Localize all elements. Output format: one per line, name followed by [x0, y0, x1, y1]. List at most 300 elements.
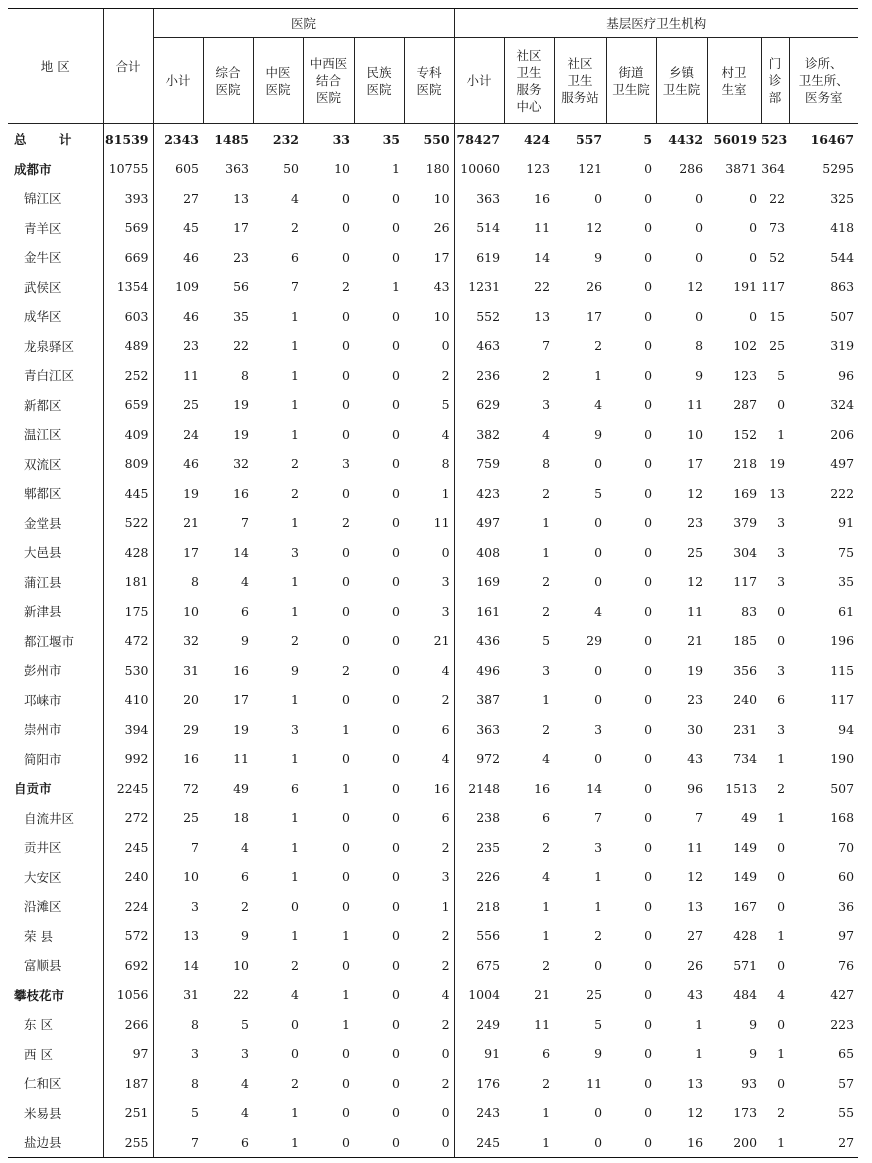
cell-value: 1056: [103, 980, 153, 1010]
cell-value: 0: [644, 780, 653, 796]
cell-value: 5: [241, 1016, 249, 1032]
cell-value: 32: [153, 626, 203, 656]
cell-value: 96: [838, 367, 855, 383]
cell-value: 2: [441, 692, 450, 708]
cell-value: 35: [838, 574, 855, 590]
row-region-name: 金牛区: [24, 250, 62, 266]
row-region-name: 荣 县: [24, 928, 53, 944]
statistics-table-container: [8, 8, 858, 1158]
cell-value: 25: [586, 987, 603, 1003]
cell-value: 4: [241, 1075, 249, 1091]
cell-value: 91: [838, 515, 855, 531]
cell-value: 571: [733, 957, 758, 973]
table-row: [8, 390, 858, 420]
cell-value: 0: [392, 220, 400, 236]
cell-value: 123: [733, 367, 758, 383]
cell-value: 603: [103, 302, 153, 332]
cell-value: 27: [789, 1128, 858, 1158]
header-primary-col-5: 村卫 生室: [707, 38, 761, 124]
cell-value: 379: [733, 515, 758, 531]
cell-value: 149: [733, 869, 758, 885]
cell-value: 22: [534, 279, 551, 295]
cell-value: 0: [392, 780, 400, 796]
row-region-name: 新都区: [24, 397, 62, 413]
cell-value: 363: [225, 161, 249, 177]
cell-value: 394: [103, 715, 153, 745]
cell-value: 287: [733, 397, 758, 413]
cell-value: 472: [103, 626, 153, 656]
cell-value: 9: [695, 367, 704, 383]
cell-value: 4: [441, 662, 450, 678]
cell-value: 2245: [103, 774, 153, 804]
cell-value: 863: [830, 279, 855, 295]
cell-value: 324: [830, 397, 855, 413]
table-row: [8, 715, 858, 745]
cell-value: 8: [153, 1069, 203, 1099]
cell-value: 2: [291, 633, 299, 649]
cell-value: 6: [441, 810, 450, 826]
cell-value: 530: [103, 656, 153, 686]
cell-value: 43: [687, 987, 704, 1003]
cell-value: 11: [433, 515, 450, 531]
cell-value: 16: [656, 1128, 707, 1158]
cell-value: 0: [644, 633, 653, 649]
cell-value: 0: [441, 1105, 450, 1121]
cell-value: 484: [733, 987, 758, 1003]
cell-value: 1: [777, 928, 786, 944]
table-row: [8, 508, 858, 538]
cell-value: 17: [586, 308, 603, 324]
cell-value: 0: [606, 1128, 656, 1158]
table-row: [8, 1128, 858, 1158]
cell-value: 6: [542, 1046, 551, 1062]
cell-value: 0: [342, 338, 350, 354]
cell-value: 1: [291, 515, 299, 531]
header-hospital-col-5: 专科 医院: [404, 38, 454, 124]
cell-value: 117: [761, 279, 786, 295]
cell-value: 692: [103, 951, 153, 981]
cell-value: 49: [233, 780, 249, 796]
cell-value: 497: [830, 456, 855, 472]
cell-value: 0: [342, 839, 350, 855]
cell-value: 0: [777, 839, 786, 855]
cell-value: 2: [291, 957, 299, 973]
table-row: [8, 272, 858, 302]
cell-value: 3: [241, 1046, 249, 1062]
cell-value: 167: [733, 898, 758, 914]
cell-value: 3: [777, 574, 786, 590]
cell-value: 0: [392, 810, 400, 826]
cell-value: 0: [644, 249, 653, 265]
cell-value: 1231: [454, 272, 504, 302]
cell-value: 4: [441, 751, 450, 767]
cell-value: 669: [103, 243, 153, 273]
cell-value: 272: [103, 803, 153, 833]
table-row: [8, 862, 858, 892]
cell-value: 8: [441, 456, 450, 472]
cell-value: 109: [153, 272, 203, 302]
cell-value: 0: [342, 220, 350, 236]
cell-value: 507: [830, 308, 855, 324]
cell-value: 1: [542, 898, 551, 914]
cell-value: 9: [594, 426, 603, 442]
cell-value: 1: [291, 810, 299, 826]
cell-value: 4: [542, 751, 551, 767]
cell-value: 6: [203, 1128, 253, 1158]
table-row: [8, 892, 858, 922]
table-row: [8, 744, 858, 774]
cell-value: 0: [342, 1105, 350, 1121]
cell-value: 2: [291, 220, 299, 236]
cell-value: 3: [441, 603, 450, 619]
cell-value: 1: [594, 367, 603, 383]
cell-value: 6: [441, 721, 450, 737]
cell-value: 13: [153, 921, 203, 951]
cell-value: 0: [644, 220, 653, 236]
cell-value: 191: [733, 279, 758, 295]
table-row: [8, 479, 858, 509]
cell-value: 0: [342, 426, 350, 442]
cell-value: 3: [594, 721, 603, 737]
cell-value: 0: [644, 367, 653, 383]
cell-value: 0: [342, 957, 350, 973]
cell-value: 0: [644, 1075, 653, 1091]
cell-value: 56019: [713, 131, 758, 147]
cell-value: 18: [233, 810, 249, 826]
header-primary-col-3: 街道 卫生院: [606, 38, 656, 124]
cell-value: 1: [777, 426, 786, 442]
cell-value: 72: [153, 774, 203, 804]
cell-value: 0: [441, 338, 450, 354]
cell-value: 1: [253, 1128, 303, 1158]
cell-value: 2: [441, 1075, 450, 1091]
cell-value: 43: [687, 751, 704, 767]
cell-value: 83: [741, 603, 758, 619]
cell-value: 759: [454, 449, 504, 479]
cell-value: 1: [594, 869, 603, 885]
cell-value: 12: [687, 574, 704, 590]
cell-value: 0: [644, 338, 653, 354]
row-region-name: 攀枝花市: [14, 987, 65, 1003]
cell-value: 4432: [668, 131, 704, 147]
cell-value: 4: [241, 839, 249, 855]
cell-value: 97: [838, 928, 855, 944]
cell-value: 0: [644, 515, 653, 531]
cell-value: 0: [644, 957, 653, 973]
cell-value: 0: [392, 662, 400, 678]
total-row: [8, 124, 858, 155]
cell-value: 9: [749, 1016, 758, 1032]
cell-value: 23: [233, 249, 249, 265]
cell-value: 0: [644, 1046, 653, 1062]
cell-value: 1354: [103, 272, 153, 302]
cell-value: 173: [733, 1105, 758, 1121]
cell-value: 1: [291, 338, 299, 354]
cell-value: 10060: [454, 154, 504, 184]
cell-value: 16: [153, 744, 203, 774]
cell-value: 0: [594, 456, 603, 472]
cell-value: 0: [342, 751, 350, 767]
cell-value: 0: [644, 751, 653, 767]
cell-value: 3: [542, 662, 551, 678]
table-row: [8, 420, 858, 450]
cell-value: 56: [233, 279, 249, 295]
cell-value: 21: [433, 633, 450, 649]
cell-value: 168: [830, 810, 855, 826]
cell-value: 3: [291, 544, 299, 560]
cell-value: 0: [392, 190, 400, 206]
cell-value: 13: [687, 1075, 704, 1091]
cell-value: 0: [554, 1128, 606, 1158]
cell-value: 0: [644, 603, 653, 619]
cell-value: 1004: [454, 980, 504, 1010]
cell-value: 0: [392, 1046, 400, 1062]
row-region-name: 成都市: [14, 161, 52, 177]
cell-value: 0: [342, 308, 350, 324]
cell-value: 26: [433, 220, 450, 236]
row-region-name: 盐边县: [8, 1128, 103, 1158]
cell-value: 11: [687, 839, 704, 855]
cell-value: 1: [777, 810, 786, 826]
cell-value: 78427: [454, 124, 504, 155]
row-region-name: 龙泉驿区: [24, 338, 75, 354]
table-row: [8, 1039, 858, 1069]
cell-value: 52: [769, 249, 786, 265]
cell-value: 75: [838, 544, 855, 560]
cell-value: 497: [454, 508, 504, 538]
cell-value: 0: [695, 190, 704, 206]
cell-value: 7: [241, 515, 249, 531]
cell-value: 245: [454, 1128, 504, 1158]
cell-value: 0: [342, 692, 350, 708]
cell-value: 70: [838, 839, 855, 855]
cell-value: 65: [838, 1046, 855, 1062]
cell-value: 0: [644, 869, 653, 885]
cell-value: 16: [534, 190, 551, 206]
table-row: [8, 567, 858, 597]
region-row: [8, 980, 858, 1010]
cell-value: 10755: [103, 154, 153, 184]
cell-value: 507: [830, 780, 855, 796]
cell-value: 2: [542, 574, 551, 590]
cell-value: 176: [454, 1069, 504, 1099]
cell-value: 619: [454, 243, 504, 273]
cell-value: 2: [777, 1105, 786, 1121]
cell-value: 8: [695, 338, 704, 354]
cell-value: 226: [454, 862, 504, 892]
cell-value: 0: [594, 574, 603, 590]
cell-value: 16: [433, 780, 450, 796]
header-primary-col-1: 社区 卫生 服务 中心: [504, 38, 554, 124]
cell-value: 3: [777, 544, 786, 560]
header-primary-col-2: 社区 卫生 服务站: [554, 38, 606, 124]
cell-value: 0: [749, 308, 758, 324]
cell-value: 17: [233, 692, 249, 708]
cell-value: 0: [644, 426, 653, 442]
cell-value: 46: [153, 243, 203, 273]
cell-value: 22: [233, 987, 249, 1003]
cell-value: 14: [534, 249, 551, 265]
cell-value: 14: [586, 780, 603, 796]
table-row: [8, 449, 858, 479]
cell-value: 5: [643, 131, 653, 147]
row-region-name: 米易县: [24, 1105, 62, 1121]
cell-value: 96: [687, 780, 704, 796]
cell-value: 0: [342, 397, 350, 413]
cell-value: 9: [749, 1046, 758, 1062]
cell-value: 35: [233, 308, 249, 324]
cell-value: 7: [594, 810, 603, 826]
cell-value: 102: [733, 338, 758, 354]
cell-value: 11: [534, 220, 551, 236]
cell-value: 9: [291, 662, 299, 678]
cell-value: 23: [687, 692, 704, 708]
cell-value: 1485: [214, 131, 249, 147]
row-region-name: 总 计: [14, 132, 86, 147]
cell-value: 0: [644, 161, 653, 177]
cell-value: 11: [233, 751, 249, 767]
cell-value: 16: [233, 662, 249, 678]
cell-value: 2: [441, 839, 450, 855]
cell-value: 5295: [822, 161, 855, 177]
cell-value: 408: [454, 538, 504, 568]
cell-value: 181: [103, 567, 153, 597]
header-total: 合计: [103, 9, 153, 124]
cell-value: 252: [103, 361, 153, 391]
cell-value: 2: [542, 1075, 551, 1091]
cell-value: 14: [233, 544, 249, 560]
cell-value: 0: [594, 692, 603, 708]
cell-value: 6: [542, 810, 551, 826]
cell-value: 0: [594, 515, 603, 531]
cell-value: 3: [441, 869, 450, 885]
cell-value: 0: [777, 1016, 786, 1032]
cell-value: 1513: [725, 780, 758, 796]
row-region-name: 自贡市: [14, 781, 52, 797]
cell-value: 1: [542, 928, 551, 944]
cell-value: 1: [291, 308, 299, 324]
cell-value: 0: [594, 544, 603, 560]
cell-value: 16: [534, 780, 551, 796]
cell-value: 0: [594, 751, 603, 767]
cell-value: 0: [644, 544, 653, 560]
cell-value: 22: [233, 338, 249, 354]
cell-value: 180: [425, 161, 450, 177]
cell-value: 7: [291, 279, 299, 295]
cell-value: 238: [454, 803, 504, 833]
row-region-name: 简阳市: [24, 751, 62, 767]
row-region-name: 新津县: [24, 604, 62, 620]
header-hospital-col-3: 中西医 结合 医院: [303, 38, 354, 124]
cell-value: 605: [153, 154, 203, 184]
cell-value: 6: [777, 692, 786, 708]
row-region-name: 都江堰市: [24, 633, 75, 649]
cell-value: 13: [534, 308, 551, 324]
cell-value: 463: [454, 331, 504, 361]
cell-value: 25: [687, 544, 704, 560]
row-region-name: 大邑县: [24, 545, 62, 561]
cell-value: 8: [542, 456, 551, 472]
header-primary-group: 基层医疗卫生机构: [454, 9, 858, 38]
cell-value: 11: [687, 603, 704, 619]
cell-value: 675: [454, 951, 504, 981]
cell-value: 286: [679, 161, 704, 177]
cell-value: 94: [838, 721, 855, 737]
row-region-name: 彭州市: [24, 663, 62, 679]
cell-value: 12: [687, 869, 704, 885]
cell-value: 0: [392, 603, 400, 619]
cell-value: 0: [644, 928, 653, 944]
cell-value: 115: [830, 662, 855, 678]
cell-value: 0: [644, 397, 653, 413]
cell-value: 1: [441, 485, 450, 501]
table-row: [8, 656, 858, 686]
cell-value: 0: [342, 898, 350, 914]
row-region-name: 富顺县: [24, 958, 62, 974]
cell-value: 45: [153, 213, 203, 243]
cell-value: 1: [291, 367, 299, 383]
cell-value: 0: [303, 1128, 354, 1158]
cell-value: 0: [644, 987, 653, 1003]
cell-value: 6: [241, 603, 249, 619]
cell-value: 0: [644, 1016, 653, 1032]
cell-value: 2: [441, 367, 450, 383]
cell-value: 27: [687, 928, 704, 944]
cell-value: 1: [291, 692, 299, 708]
cell-value: 734: [733, 751, 758, 767]
cell-value: 0: [644, 456, 653, 472]
cell-value: 46: [153, 449, 203, 479]
header-primary-col-6: 门 诊 部: [761, 38, 789, 124]
cell-value: 3: [441, 574, 450, 590]
cell-value: 0: [644, 898, 653, 914]
cell-value: 245: [103, 833, 153, 863]
row-region-name: 温江区: [24, 427, 62, 443]
row-region-name: 沿滩区: [24, 899, 62, 915]
cell-value: 1: [542, 544, 551, 560]
table-row: [8, 1069, 858, 1099]
cell-value: 2: [441, 1016, 450, 1032]
cell-value: 17: [153, 538, 203, 568]
row-region-name: 邛崃市: [24, 692, 62, 708]
cell-value: 25: [769, 338, 786, 354]
cell-value: 5: [594, 1016, 603, 1032]
cell-value: 35: [382, 131, 400, 147]
cell-value: 393: [103, 184, 153, 214]
cell-value: 231: [733, 721, 758, 737]
cell-value: 32: [233, 456, 249, 472]
cell-value: 11: [534, 1016, 551, 1032]
cell-value: 19: [233, 426, 249, 442]
cell-value: 0: [777, 957, 786, 973]
cell-value: 0: [777, 397, 786, 413]
cell-value: 19: [233, 721, 249, 737]
cell-value: 0: [392, 249, 400, 265]
cell-value: 0: [354, 1128, 404, 1158]
cell-value: 3: [777, 721, 786, 737]
cell-value: 382: [454, 420, 504, 450]
cell-value: 9: [594, 249, 603, 265]
row-region-name: 东 区: [24, 1017, 53, 1033]
cell-value: 0: [749, 190, 758, 206]
cell-value: 0: [644, 1105, 653, 1121]
cell-value: 5: [777, 367, 786, 383]
cell-value: 27: [153, 184, 203, 214]
cell-value: 5: [153, 1098, 203, 1128]
cell-value: 0: [392, 721, 400, 737]
cell-value: 0: [392, 367, 400, 383]
cell-value: 3: [777, 515, 786, 531]
